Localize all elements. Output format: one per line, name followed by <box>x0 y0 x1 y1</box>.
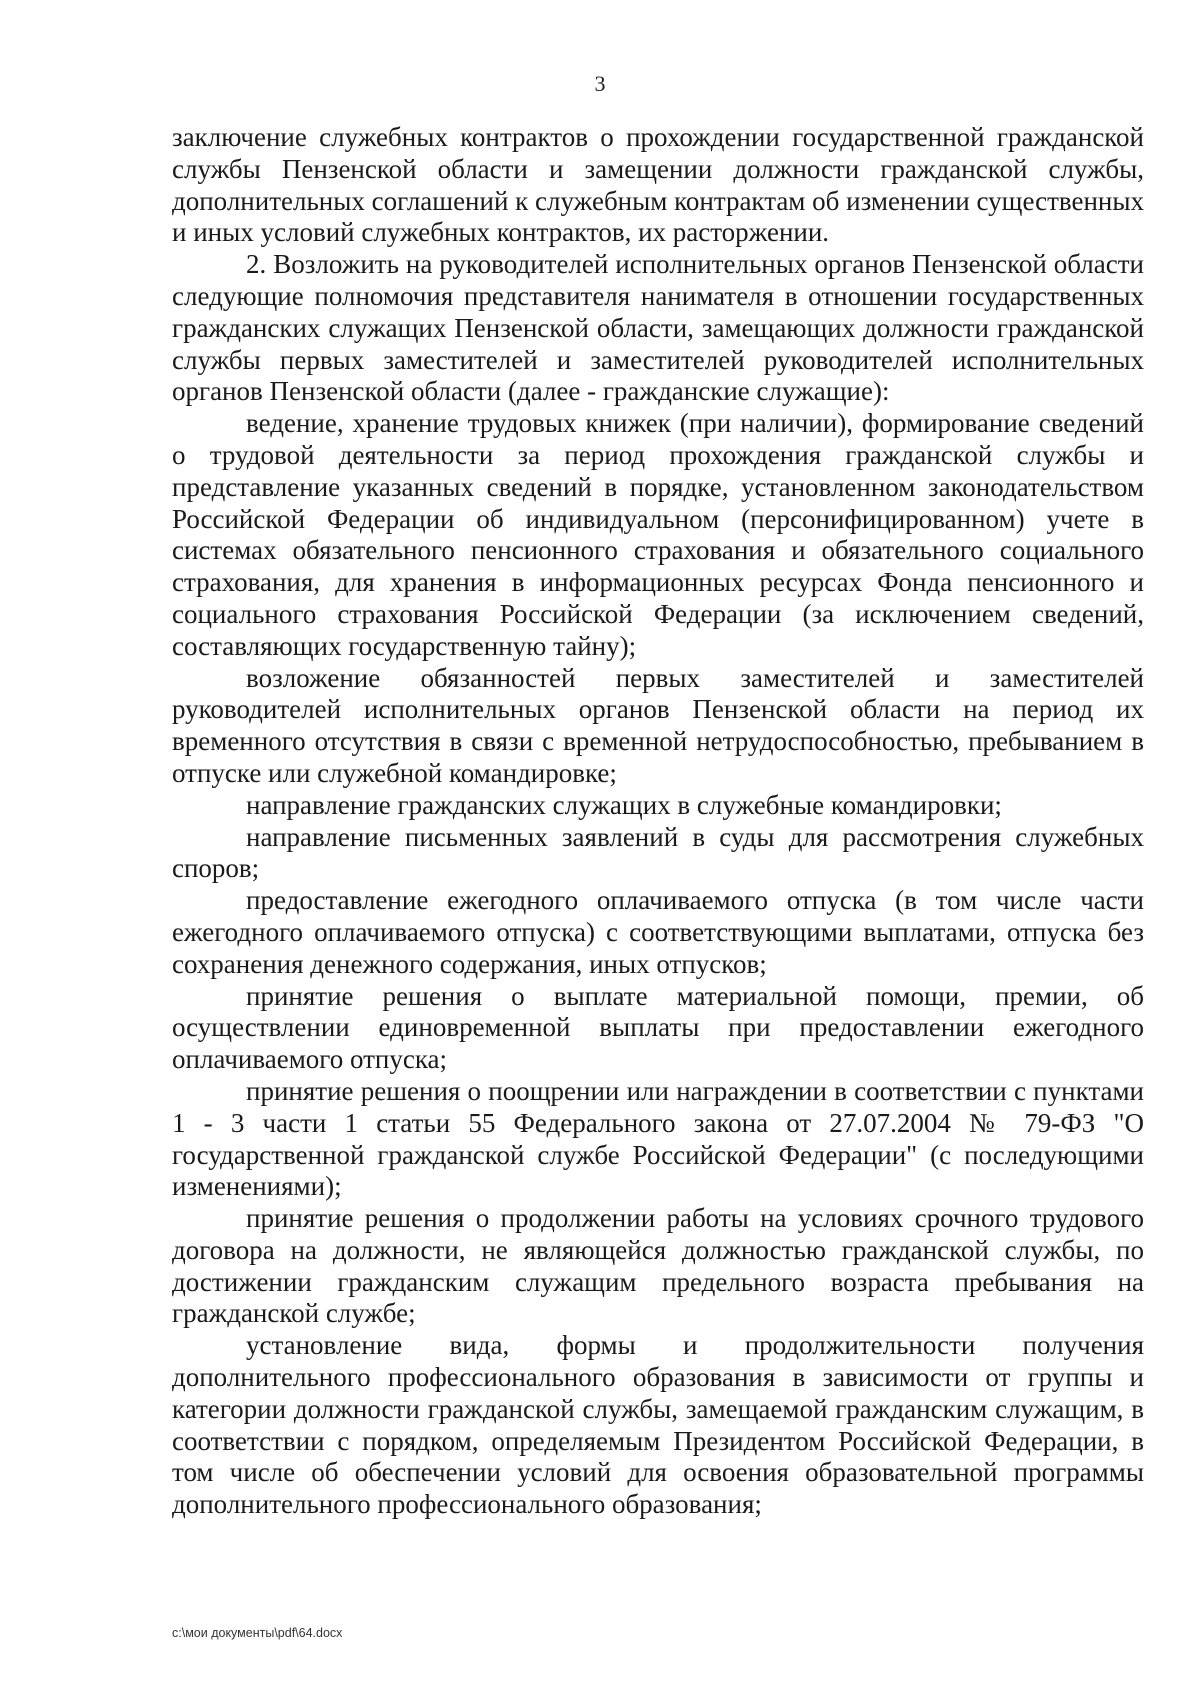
page-number: 3 <box>594 71 606 96</box>
paragraph-material-aid: принятие решения о выплате материальной помощи, премии, об осуществлении единовременной выплаты при предоставлении ежегодного оплачиваемого отпуска; <box>172 980 1144 1075</box>
paragraph-professional-education: установление вида, формы и продолжительности получения дополнительного профессионального образования в зависимости от группы и категории должности гражданской службы, замещаемой гражданским служащим, в соответствии с порядком, определяемым Президентом Российской Федерации, в том числе об обеспечении условий для освоения образовательной программы дополнительного профессионального образования; <box>172 1330 1144 1520</box>
paragraph-fixed-term-contract: принятие решения о продолжении работы на условиях срочного трудового договора на должности, не являющейся должностью гражданской службы, по достижении гражданским служащим предельного возраста пребывания на гражданской службе; <box>172 1203 1144 1329</box>
paragraph-encouragement: принятие решения о поощрении или награждении в соответствии с пунктами 1 - 3 части 1 статьи 55 Федерального закона от 27.07.2004 № 79-ФЗ "О государственной гражданской службе Российской Федерации" (с последующими изменениями); <box>172 1075 1144 1202</box>
paragraph-contract-conclusion: заключение служебных контрактов о прохождении государственной гражданской службы Пензенской области и замещении должности гражданской службы, дополнительных соглашений к служебным контрактам об изменении существенных и иных условий служебных контрактов, их расторжении. <box>172 122 1144 248</box>
paragraph-business-trips: направление гражданских служащих в служебные командировки; <box>246 789 1002 820</box>
document-body <box>172 122 1144 1521</box>
paragraph-court-applications: направление письменных заявлений в суды для рассмотрения служебных споров; <box>172 821 1144 884</box>
footer-file-path: c:\мои документы\pdf\64.docx <box>172 1626 343 1640</box>
paragraph-duty-assignment: возложение обязанностей первых заместителей и заместителей руководителей исполнительных органов Пензенской области на период их временного отсутствия в связи с временной нетрудоспособностью, пребыванием в отпуске или служебной командировке; <box>172 662 1144 788</box>
paragraph-item-2-powers: 2. Возложить на руководителей исполнительных органов Пензенской области следующие полномочия представителя нанимателя в отношении государственных гражданских служащих Пензенской области, замещающих должности гражданской службы первых заместителей и заместителей руководителей исполнительных органов Пензенской области (далее - гражданские служащие): <box>172 249 1144 407</box>
paragraph-annual-leave: предоставление ежегодного оплачиваемого отпуска (в том числе части ежегодного оплачиваемого отпуска) с соответствующими выплатами, отпуска без сохранения денежного содержания, иных отпусков; <box>172 885 1144 979</box>
paragraph-labor-books: ведение, хранение трудовых книжек (при наличии), формирование сведений о трудовой деятельности за период прохождения гражданской службы и представление указанных сведений в порядке, установленном законодательством Российской Федерации об индивидуальном (персонифицированном) учете в системах обязательного пенсионного страхования и обязательного социального страхования, для хранения в информационных ресурсах Фонда пенсионного и социального страхования Российской Федерации (за исключением сведений, составляющих государственную тайну); <box>172 408 1144 661</box>
